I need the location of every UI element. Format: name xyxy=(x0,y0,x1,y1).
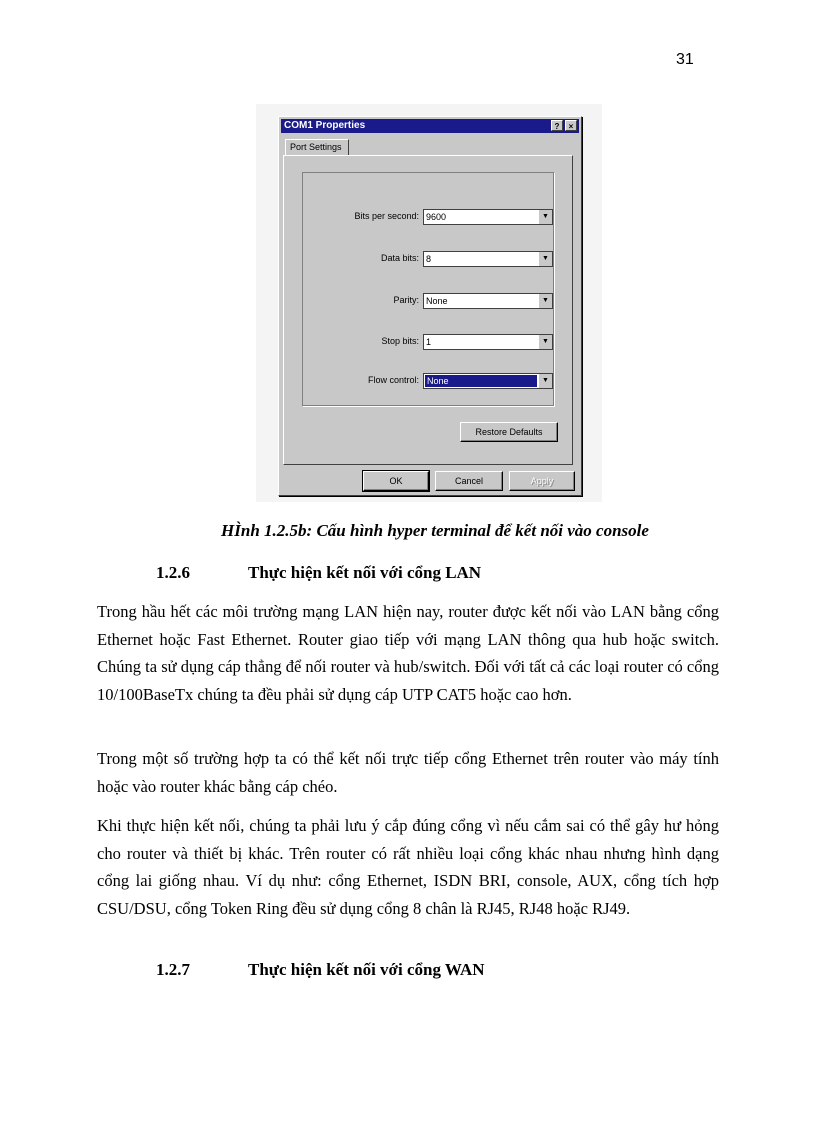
ok-button[interactable]: OK xyxy=(363,471,429,491)
flow-control-value: None xyxy=(425,375,537,387)
page-number: 31 xyxy=(676,51,694,68)
chevron-down-icon[interactable]: ▼ xyxy=(538,210,552,224)
dialog-titlebar xyxy=(281,119,579,133)
stop-bits-select[interactable] xyxy=(423,334,553,350)
flow-control-select[interactable] xyxy=(423,373,553,389)
help-icon[interactable]: ? xyxy=(551,120,563,131)
stop-bits-value: 1 xyxy=(426,337,432,347)
data-bits-value: 8 xyxy=(426,254,432,264)
section-heading-1-2-7 xyxy=(156,960,485,980)
dialog-title: COM1 Properties xyxy=(284,120,366,131)
apply-button[interactable]: Apply xyxy=(509,471,575,491)
section-title: Thực hiện kết nối với cổng LAN xyxy=(248,563,482,582)
parity-row xyxy=(303,293,553,309)
chevron-down-icon[interactable]: ▼ xyxy=(538,335,552,349)
flow-control-label: Flow control: xyxy=(367,375,419,385)
parity-label: Parity: xyxy=(393,295,419,305)
paragraph-1: Trong hầu hết các môi trường mạng LAN hiện nay, router được kết nối vào LAN bằng cổng Ethernet hoặc Fast Ethernet. Router giao tiếp với mạng LAN thông qua hub hoặc switch. Chúng ta sử dụng cáp thẳng để nối router và hub/switch. Đối với tất cả các loại router có cổng 10/100BaseTx chúng ta đều phải sử dụng cáp UTP CAT5 hoặc cao hơn. xyxy=(97,602,719,704)
data-bits-label: Data bits: xyxy=(380,253,419,263)
cancel-button[interactable]: Cancel xyxy=(435,471,503,491)
chevron-down-icon[interactable]: ▼ xyxy=(538,294,552,308)
parity-select[interactable] xyxy=(423,293,553,309)
section-number: 1.2.7 xyxy=(156,960,190,979)
chevron-down-icon[interactable]: ▼ xyxy=(538,374,552,388)
figure-caption: HÌnh 1.2.5b: Cấu hình hyper terminal để kết nối vào console xyxy=(221,521,649,540)
paragraph-3: Khi thực hiện kết nối, chúng ta phải lưu ý cắp đúng cổng vì nếu cắm sai có thể gây hư hỏng cho router và thiết bị khác. Trên router có rất nhiều loại cổng khác nhau nhưng hình dạng cổng lai giống nhau. Ví dụ như: cổng Ethernet, ISDN BRI, console, AUX, cổng tích hợp CSU/DSU, cổng Token Ring đều sử dụng cổng 8 chân là RJ45, RJ48 hoặc RJ49. xyxy=(97,816,719,918)
paragraph-2: Trong một số trường hợp ta có thể kết nối trực tiếp cổng Ethernet trên router vào máy tính hoặc vào router khác bằng cáp chéo. xyxy=(97,749,719,796)
stop-bits-label: Stop bits: xyxy=(381,336,419,346)
bits-per-second-select[interactable] xyxy=(423,209,553,225)
parity-value: None xyxy=(426,296,448,306)
bits-per-second-label: Bits per second: xyxy=(354,211,419,221)
flow-control-row xyxy=(303,373,553,389)
section-title: Thực hiện kết nối với cổng WAN xyxy=(248,960,485,979)
port-settings-panel xyxy=(283,155,573,465)
figure-screenshot xyxy=(256,104,602,502)
stop-bits-row xyxy=(303,334,553,350)
section-heading-1-2-6 xyxy=(156,563,481,583)
settings-group xyxy=(302,172,554,406)
bits-per-second-row xyxy=(303,209,553,225)
com1-properties-dialog xyxy=(278,116,582,496)
bits-per-second-value: 9600 xyxy=(426,212,447,222)
section-number: 1.2.6 xyxy=(156,563,190,582)
data-bits-row xyxy=(303,251,553,267)
chevron-down-icon[interactable]: ▼ xyxy=(538,252,552,266)
close-icon[interactable]: × xyxy=(565,120,577,131)
tab-port-settings[interactable]: Port Settings xyxy=(285,139,349,155)
restore-defaults-button[interactable]: Restore Defaults xyxy=(460,422,558,442)
data-bits-select[interactable] xyxy=(423,251,553,267)
